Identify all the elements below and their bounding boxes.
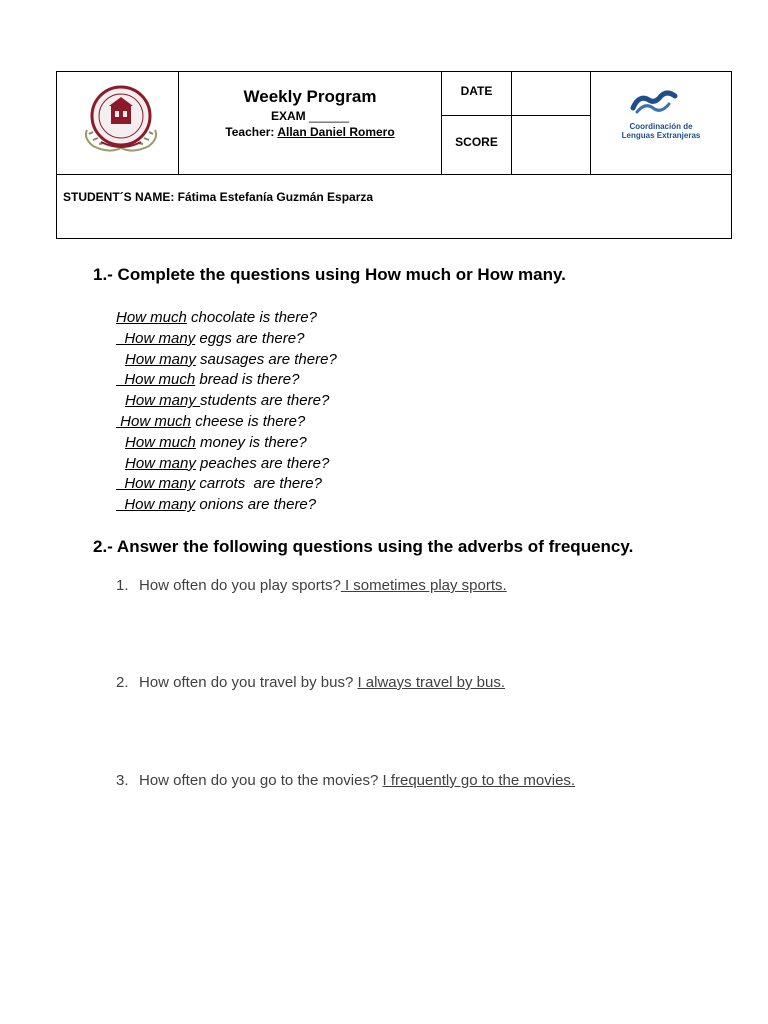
exam-blank: ______ — [308, 109, 350, 123]
question-text: How often do you go to the movies? — [139, 772, 383, 789]
list-item — [125, 454, 337, 475]
list-item — [116, 495, 337, 516]
item-number: 3. — [116, 772, 129, 789]
score-label: SCORE — [455, 135, 498, 149]
score-field[interactable] — [512, 116, 590, 174]
question-text: cheese is there? — [191, 412, 306, 430]
divider — [57, 174, 731, 175]
list-item — [116, 674, 505, 691]
teacher-name: Allan Daniel Romero — [277, 125, 395, 139]
answer: How much — [116, 309, 187, 326]
list-item — [125, 391, 337, 412]
teacher-label: Teacher: — [225, 125, 278, 139]
list-item — [116, 412, 337, 433]
answer: I sometimes play sports. — [340, 577, 507, 594]
list-item — [116, 474, 337, 495]
document-title: Weekly Program — [243, 87, 377, 106]
date-field[interactable] — [512, 73, 590, 115]
item-number: 2. — [116, 674, 129, 691]
question-text: peaches are there? — [195, 454, 330, 472]
item-number: 1. — [116, 577, 129, 594]
header-table — [56, 71, 732, 239]
answer: I always travel by bus. — [357, 674, 506, 691]
question-text: bread is there? — [195, 371, 300, 389]
wave-icon — [591, 88, 731, 116]
languages-coordination-logo — [591, 88, 731, 144]
answer: How many — [125, 454, 196, 472]
list-item — [116, 329, 337, 350]
list-item — [116, 577, 507, 594]
date-label: DATE — [460, 84, 493, 98]
section1-heading: 1.- Complete the questions using How much or How many. — [93, 265, 566, 284]
question-text: chocolate is there? — [186, 309, 317, 326]
answer: How many — [116, 496, 196, 514]
answer: How much — [125, 433, 196, 451]
list-item — [116, 308, 337, 329]
list-item — [125, 350, 337, 371]
question-text: How often do you play sports? — [139, 577, 341, 594]
answer: How many — [116, 329, 196, 347]
answer: How many — [116, 475, 196, 493]
teacher-line — [179, 125, 441, 139]
student-name-line — [63, 190, 723, 204]
answer: How much — [116, 412, 192, 430]
answer: I frequently go to the movies. — [382, 772, 576, 789]
logo-text-line2: Lenguas Extranjeras — [621, 131, 701, 140]
answer: How many — [125, 350, 196, 368]
answer: How much — [116, 371, 196, 389]
question-text: onions are there? — [195, 496, 317, 514]
how-much-many-list — [116, 308, 337, 516]
list-item — [125, 433, 337, 454]
answer: How many — [125, 392, 201, 410]
student-label: STUDENT´S NAME: — [63, 190, 178, 204]
list-item — [116, 370, 337, 391]
question-text: money is there? — [195, 433, 307, 451]
student-name: Fátima Estefanía Guzmán Esparza — [177, 190, 374, 204]
question-text: How often do you travel by bus? — [139, 674, 358, 691]
question-text: eggs are there? — [195, 329, 305, 347]
question-text: students are there? — [200, 392, 330, 410]
section2-heading: 2.- Answer the following questions using the adverbs of frequency. — [93, 537, 634, 556]
question-text: carrots are there? — [195, 475, 322, 493]
exam-line — [179, 109, 441, 123]
question-text: sausages are there? — [195, 350, 337, 368]
list-item — [116, 772, 575, 789]
school-seal-logo — [79, 82, 163, 154]
logo-text-line1: Coordinación de — [629, 122, 693, 131]
exam-label: EXAM — [270, 109, 306, 123]
